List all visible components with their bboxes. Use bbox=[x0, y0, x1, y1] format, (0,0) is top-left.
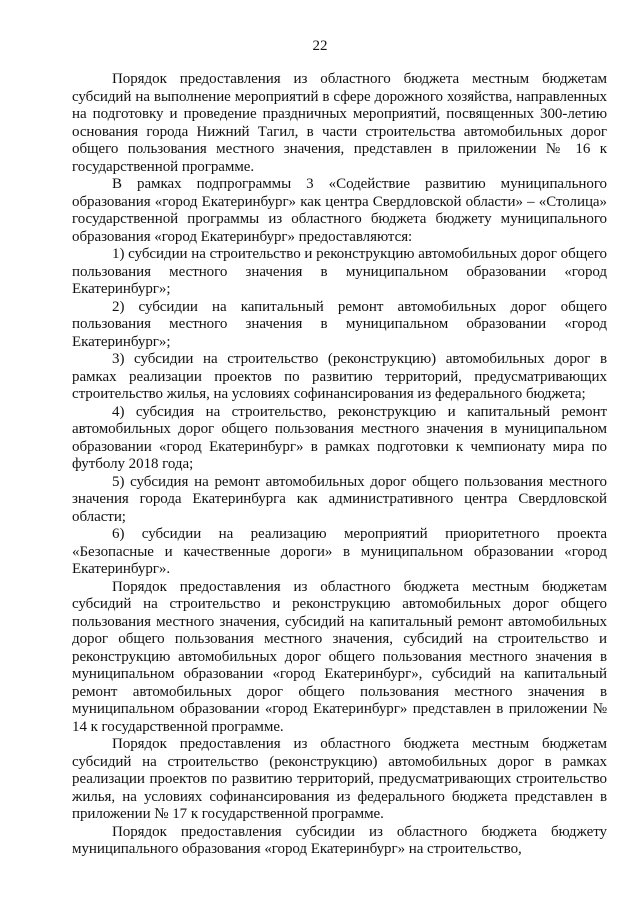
paragraph-order-nizhny-tagil: Порядок предоставления из областного бюджета местным бюджетам субсидий на выполнение мероприятий в сфере дорожного хозяйства, направленных на подготовку и проведение праздничных мероприятий, посвященных 300-летию основания города Нижний Тагил, в части строительства автомобильных дорог общего пользования местного значения, представлен в приложении № 16 к государственной программе. bbox=[72, 71, 607, 175]
list-item-6: 6) субсидии на реализацию мероприятий приоритетного проекта «Безопасные и качественные дороги» в муниципальном образовании «город Екатеринбург». bbox=[72, 526, 607, 577]
page-number: 22 bbox=[312, 38, 328, 54]
list-item-2: 2) субсидии на капитальный ремонт автомобильных дорог общего пользования местного значения в муниципальном образовании «город Екатеринбург»; bbox=[72, 298, 607, 350]
paragraph-subprogram-3-intro: В рамках подпрограммы 3 «Содействие развитию муниципального образования «город Екатеринбург» как центра Свердловской области» – «Столица» государственной программы из областного бюджета бюджету муниципального образования «город Екатеринбург» предоставляются: bbox=[72, 176, 607, 245]
document-body bbox=[72, 71, 607, 859]
paragraph-order-appendix-14: Порядок предоставления из областного бюджета местным бюджетам субсидий на строительство и реконструкцию автомобильных дорог общего пользования местного значения, субсидий на капитальный ремонт автомобильных дорог общего пользования местного значения, субсидий на строительство и реконструкцию автомобильных дорог общего пользования местного значения в муниципальном образовании «город Екатеринбург», субсидий на капитальный ремонт автомобильных дорог общего пользования местного значения в муниципальном образовании «город Екатеринбург» представлен в приложении № 14 к государственной программе. bbox=[72, 578, 607, 735]
list-item-3: 3) субсидии на строительство (реконструкцию) автомобильных дорог в рамках реализации проектов по развитию территорий, предусматривающих строительство жилья, на условиях софинансирования из федерального бюджета; bbox=[72, 351, 607, 402]
paragraph-order-appendix-17: Порядок предоставления из областного бюджета местным бюджетам субсидий на строительство (реконструкцию) автомобильных дорог в рамках реализации проектов по развитию территорий, предусматривающих строительство жилья, на условиях софинансирования из федерального бюджета представлен в приложении № 17 к государственной программе. bbox=[72, 736, 607, 822]
list-item-4: 4) субсидия на строительство, реконструкцию и капитальный ремонт автомобильных дорог общего пользования местного значения в муниципальном образовании «город Екатеринбург» в рамках подготовки к чемпионату мира по футболу 2018 года; bbox=[72, 403, 607, 472]
paragraph-order-ekaterinburg-subsidy: Порядок предоставления субсидии из областного бюджета бюджету муниципального образования «город Екатеринбург» на строительство, bbox=[72, 823, 607, 857]
list-item-1: 1) субсидии на строительство и реконструкцию автомобильных дорог общего пользования местного значения в муниципальном образовании «город Екатеринбург»; bbox=[72, 246, 607, 297]
list-item-5: 5) субсидия на ремонт автомобильных дорог общего пользования местного значения города Екатеринбурга как административного центра Свердловской области; bbox=[72, 473, 607, 525]
